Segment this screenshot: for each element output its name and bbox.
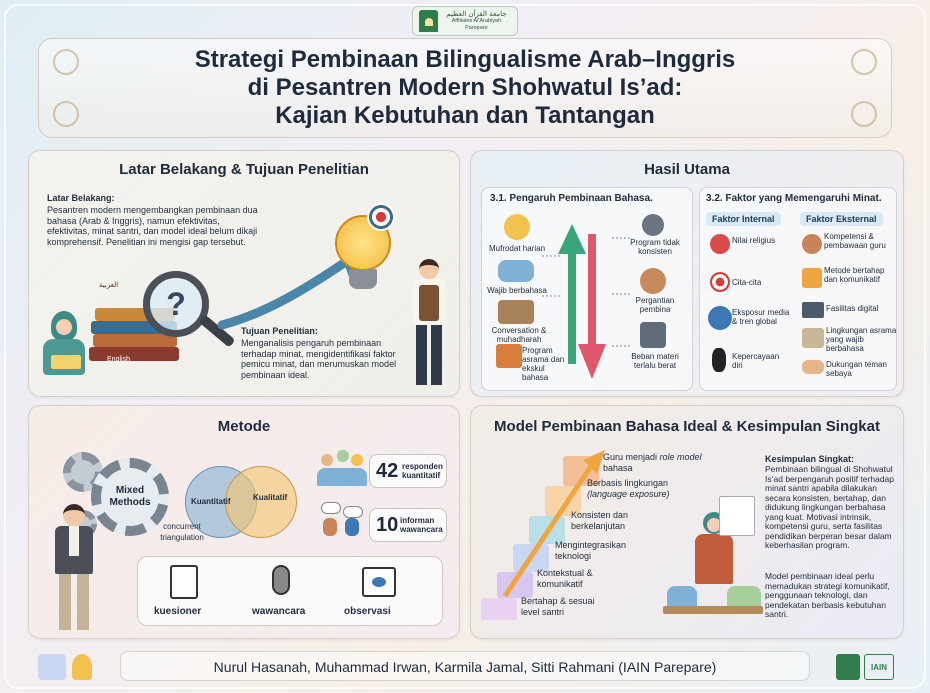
kesimpulan-text: Pembinaan bilingual di Shohwatul Is’ad berpengaruh positif terhadap minat santri apabila dilakukan secara konsisten, bertahap, dan didukung lingkungan berbahasa yang kuat. Motivasi intrinsik, kompetensi guru, serta fasilitas pendidikan berperan besar dalam keberhasilan program. <box>765 464 895 550</box>
logo-latin-text: Affiliates Al'Arabiyah Parepare <box>451 17 502 31</box>
tools-box <box>137 556 443 626</box>
speech-bubbles-icon <box>498 260 534 282</box>
heavy-books-icon <box>640 322 666 348</box>
book-english-label: English <box>107 356 130 363</box>
title-line-1: Strategi Pembinaan Bilingualisme Arab–Inggris <box>194 46 736 73</box>
faktor-eksternal-item: Fasilitas digital <box>826 304 879 313</box>
ornament-icon <box>851 101 877 127</box>
target-icon <box>710 272 730 292</box>
kesimpulan-label: Kesimpulan Singkat: <box>765 454 855 464</box>
faktor-eksternal-item: Lingkungan asrama yang wajib berbahasa <box>826 326 897 353</box>
handshake-icon <box>802 360 824 374</box>
faktor-internal-item: Nilai religius <box>732 236 776 245</box>
panel-heading: Metode <box>217 418 271 435</box>
ornament-icon <box>53 49 79 75</box>
latar-label: Latar Belakang: <box>47 193 115 203</box>
clipboard-icon <box>170 565 198 599</box>
panel-hasil-utama <box>470 150 904 397</box>
model-step-6: Bertahap & sesuai level santri <box>521 596 595 617</box>
pengaruh-item: Beban materi terlalu berat <box>631 352 679 370</box>
responden-label: responden kuantitatif <box>402 462 443 480</box>
faktor-eksternal-item: Metode bertahap dan komunikatif <box>824 266 885 284</box>
conversation-icon <box>498 300 534 324</box>
microphone-icon <box>272 565 290 595</box>
tool-label: wawancara <box>252 606 306 617</box>
panel-model <box>470 405 904 639</box>
respondents-group-icon <box>317 448 367 488</box>
title-line-2: di Pesantren Modern Shohwatul Is’ad: <box>247 74 683 101</box>
informan-count-box <box>369 508 447 542</box>
pengaruh-item: Program asrama dan ekskul bahasa <box>522 346 565 382</box>
board-chart-icon <box>719 496 755 536</box>
subpanel-pengaruh <box>481 187 693 391</box>
mosque-icon <box>419 10 438 32</box>
letters-icon <box>504 214 530 240</box>
lightbulb-icon <box>72 654 92 680</box>
globe-phone-icon <box>708 306 732 330</box>
subpanel-title: 3.1. Pengaruh Pembinaan Bahasa. <box>490 193 653 204</box>
subpanel-title: 3.2. Faktor yang Memengaruhi Minat. <box>706 193 882 204</box>
broken-chain-icon <box>642 214 664 236</box>
teacher-icon <box>802 234 822 254</box>
pengaruh-item: Wajib berbahasa <box>487 286 547 295</box>
model-text: Model pembinaan ideal perlu memadukan strategi komunikatif, penggunaan teknologi, dan pendekatan berbasis kebutuhan santri. <box>765 571 890 619</box>
footer-authors <box>120 651 810 681</box>
laptop-icon <box>802 302 824 318</box>
model-step-2: Berbasis lingkungan (language exposure) <box>587 478 670 499</box>
authors-text: Nurul Hasanah, Muhammad Irwan, Karmila Jamal, Sitti Rahmani (IAIN Parepare) <box>213 659 717 675</box>
model-step-3: Konsisten dan berkelanjutan <box>571 510 629 531</box>
tool-label: observasi <box>344 606 391 617</box>
venn-right-label: Kualitatif <box>253 493 288 502</box>
title-line-3: Kajian Kebutuhan dan Tantangan <box>275 102 655 129</box>
title-banner <box>38 38 892 138</box>
interview-icon <box>317 502 367 538</box>
books-icon <box>38 654 66 680</box>
confident-person-icon <box>712 348 726 372</box>
pengaruh-item: Mufrodat harian <box>488 244 546 253</box>
magnifier-question-icon: ? <box>143 271 209 337</box>
faktor-eksternal-item: Dukungan teman sebaya <box>826 360 887 378</box>
iain-logo-text: IAIN <box>871 662 887 672</box>
gear-label: Mixed Methods <box>109 485 151 508</box>
informan-number: 10 <box>376 514 399 536</box>
lightbulb-idea-icon <box>329 209 401 301</box>
model-step-5: Kontekstual & komunikatif <box>537 568 593 589</box>
logo-arabic-text: جامعة القرآن العظيم <box>446 9 507 18</box>
panel-metode <box>28 405 460 639</box>
tujuan-label: Tujuan Penelitian: <box>241 326 318 336</box>
faktor-internal-item: Kepercayaan diri <box>732 352 780 370</box>
faktor-eksternal-item: Kompetensi & pembawaan guru <box>824 232 886 250</box>
dormitory-icon <box>496 344 522 368</box>
classroom-illustration <box>667 466 763 626</box>
researcher-illustration <box>51 504 97 634</box>
teacher-swap-icon <box>640 268 666 294</box>
pengaruh-item: Conversation & muhadharah <box>491 326 547 344</box>
responden-number: 42 <box>376 460 399 482</box>
student-reading-illustration <box>37 311 91 387</box>
subpanel-faktor <box>699 187 897 391</box>
informan-label: informan wawancara <box>400 516 443 534</box>
steps-icon <box>802 268 822 288</box>
faktor-eksternal-tag: Faktor Eksternal <box>800 212 883 226</box>
panel-heading: Latar Belakang & Tujuan Penelitian <box>119 161 369 178</box>
panel-heading: Model Pembinaan Bahasa Ideal & Kesimpulan Singkat <box>494 418 880 435</box>
latar-text: Pesantren modern mengembangkan pembinaan dua bahasa (Arab & Inggris), namun efektivitas, efektivitas, minat santri, dan model ideal belum dikaji komprehensif. Penelitian ini mengisi gap tersebut. <box>47 205 258 247</box>
panel-latar-belakang <box>28 150 460 397</box>
panel-heading: Hasil Utama <box>644 161 730 178</box>
ornament-icon <box>851 49 877 75</box>
institution-logo-icon <box>836 654 860 680</box>
model-step-1: Guru menjadi role model bahasa <box>603 452 702 473</box>
tool-label: kuesioner <box>154 606 202 617</box>
connector-lines <box>542 228 632 368</box>
institution-logo <box>412 6 518 36</box>
pengaruh-item: Program tidak konsisten <box>630 238 680 256</box>
tujuan-text: Menganalisis pengaruh pembinaan terhadap minat, mengidentifikasi faktor pemicu minat, dan merumuskan model pembinaan ideal. <box>241 338 397 380</box>
faktor-internal-item: Eksposur media & tren global <box>732 308 790 326</box>
triangulation-label: concurrent triangulation <box>160 522 204 542</box>
model-step-4: Mengintegrasikan teknologi <box>555 540 627 561</box>
ornament-icon <box>53 101 79 127</box>
responden-count-box <box>369 454 447 488</box>
target-icon <box>367 203 395 231</box>
pengaruh-item: Pergantian pembina <box>635 296 675 314</box>
building-icon <box>802 328 824 348</box>
heart-icon <box>710 234 730 254</box>
faktor-internal-item: Cita-cita <box>732 278 762 287</box>
observation-eye-icon <box>362 567 396 597</box>
venn-left-label: Kuantitatif <box>191 497 231 506</box>
book-arabic-label: العربية <box>99 281 119 289</box>
iain-logo <box>864 654 894 680</box>
faktor-internal-tag: Faktor Internal <box>706 212 781 226</box>
